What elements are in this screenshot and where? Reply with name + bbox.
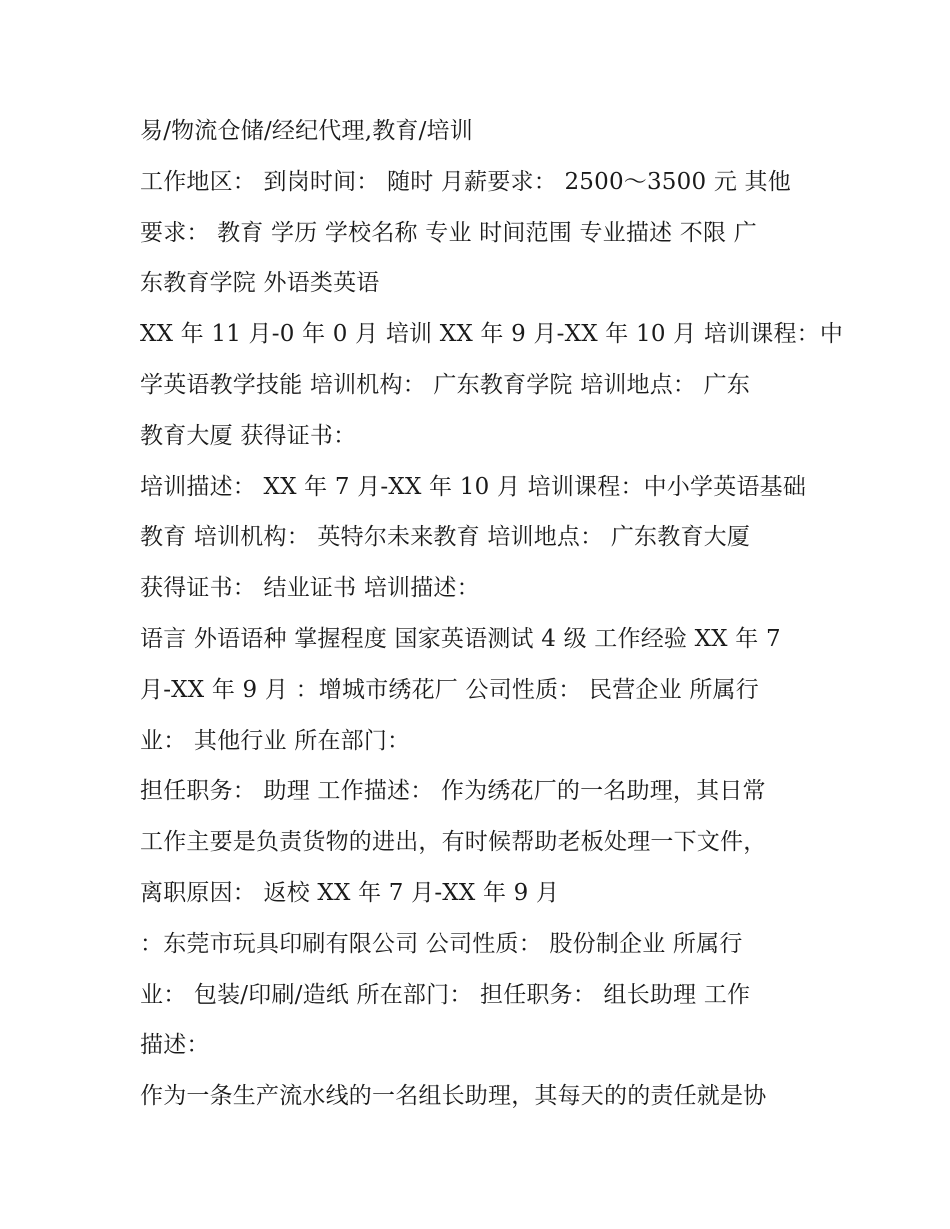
- text-line-16: 离职原因： 返校 XX 年 7 月-XX 年 9 月: [140, 879, 560, 906]
- text-line-20: 作为一条生产流水线的一名组长助理，其每天的的责任就是协: [140, 1083, 767, 1110]
- text-line-17: ：东莞市玩具印刷有限公司 公司性质： 股份制企业 所属行: [140, 930, 743, 957]
- text-line-9: 教育 培训机构： 英特尔未来教育 培训地点： 广东教育大厦: [140, 524, 751, 551]
- document-body: [140, 106, 844, 1122]
- text-line-11: 语言 外语语种 掌握程度 国家英语测试 4 级 工作经验 XX 年 7: [140, 625, 781, 652]
- text-line-3: 要求： 教育 学历 学校名称 专业 时间范围 专业描述 不限 广: [140, 219, 757, 246]
- text-line-12: 月-XX 年 9 月 ：增城市绣花厂 公司性质： 民营企业 所属行: [140, 676, 759, 703]
- text-line-7: 教育大厦 获得证书：: [140, 422, 357, 449]
- text-line-2: 工作地区： 到岗时间： 随时 月薪要求： 2500～3500 元 其他: [140, 168, 791, 195]
- text-line-6: 学英语教学技能 培训机构： 广东教育学院 培训地点： 广东: [140, 371, 751, 398]
- text-line-19: 描述：: [140, 1032, 210, 1059]
- text-line-8: 培训描述： XX 年 7 月-XX 年 10 月 培训课程：中小学英语基础: [140, 473, 807, 500]
- text-line-1: 易/物流仓储/经纪代理,教育/培训: [140, 118, 473, 144]
- text-line-13: 业： 其他行业 所在部门：: [140, 727, 411, 754]
- text-line-4: 东教育学院 外语类英语: [140, 270, 380, 297]
- text-line-14: 担任职务： 助理 工作描述： 作为绣花厂的一名助理，其日常: [140, 778, 766, 805]
- text-line-10: 获得证书： 结业证书 培训描述：: [140, 575, 480, 602]
- text-line-5: XX 年 11 月-0 年 0 月 培训 XX 年 9 月-XX 年 10 月 培训课程：中: [140, 321, 844, 348]
- text-line-18: 业： 包装/印刷/造纸 所在部门： 担任职务： 组长助理 工作: [140, 981, 751, 1008]
- text-line-15: 工作主要是负责货物的进出，有时候帮助老板处理一下文件，: [140, 829, 767, 856]
